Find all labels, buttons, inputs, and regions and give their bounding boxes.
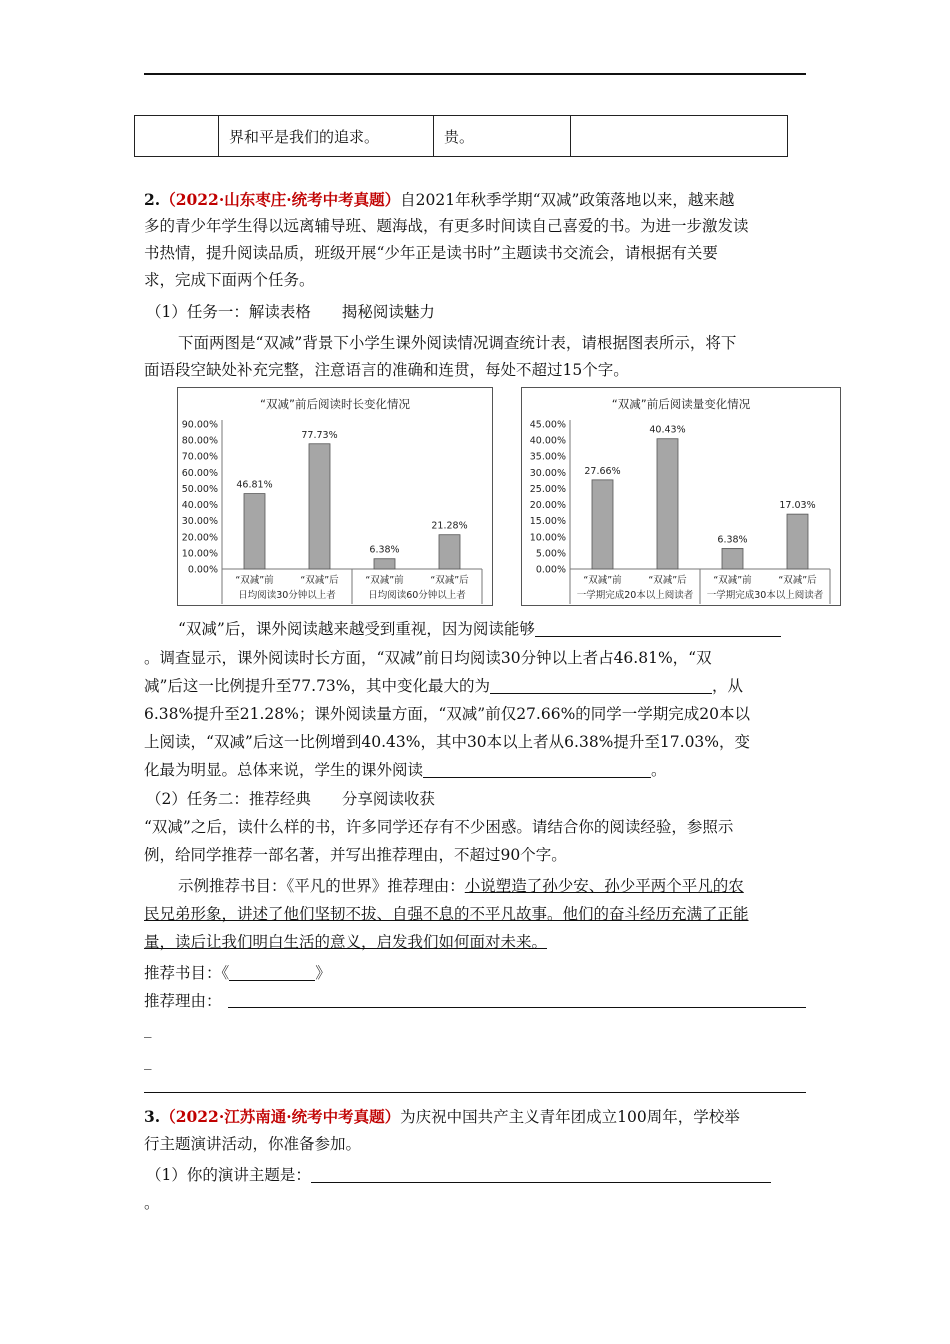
example-text: 民兄弟形象，讲述了他们坚韧不拔、自强不息的不平凡故事。他们的奋斗经历充满了正能 [144, 905, 749, 923]
task2-desc: “双减”之后，读什么样的书，许多同学还存有不少困惑。请结合你的阅读经验，参照示 [144, 818, 734, 836]
group-label: 一学期完成30本以上阅读者 [706, 590, 824, 601]
book-label: 推荐书目：《 [144, 964, 230, 982]
y-tick-label: 50.00% [181, 483, 218, 495]
y-tick-label: 5.00% [535, 548, 566, 560]
x-tick-label: “双减”前 [713, 575, 752, 586]
y-tick-label: 80.00% [181, 435, 218, 447]
y-tick-label: 45.00% [529, 419, 566, 431]
header-rule [144, 73, 806, 75]
task1-title: （1）任务一：解读表格 揭秘阅读魅力 [146, 303, 435, 321]
x-tick-label: “双减”前 [583, 575, 622, 586]
y-tick-label: 30.00% [181, 516, 218, 528]
para-line: 。调查显示，课外阅读时长方面，“双减”前日均阅读30分钟以上者占46.81%，“双 [144, 649, 712, 667]
book-title-blank[interactable] [229, 962, 315, 981]
bar [592, 480, 613, 569]
para-line [144, 673, 743, 700]
q2-intro-line: 求，完成下面两个任务。 [144, 271, 315, 289]
q3-number: 3. [144, 1107, 161, 1126]
bar [374, 559, 395, 569]
x-tick-label: “双减”后 [300, 575, 339, 586]
answer-blank-1[interactable] [535, 618, 781, 637]
y-tick-label: 40.00% [181, 500, 218, 512]
para-text: 化最为明显。总体来说，学生的课外阅读 [144, 761, 424, 779]
table-cell [571, 116, 788, 157]
bar-value-label: 27.66% [584, 465, 621, 477]
para-line: 上阅读，“双减”后这一比例增到40.43%，其中30本以上者从6.38%提升至17.03%，变 [144, 733, 751, 751]
q2-intro-line: 书热情，提升阅读品质，班级开展“少年正是读书时”主题读书交流会，请根据有关要 [144, 244, 718, 262]
y-tick-label: 20.00% [181, 532, 218, 544]
q3-intro-line: 为庆祝中国共产主义青年团成立100周年，学校举 [400, 1108, 740, 1126]
example-line [178, 873, 744, 900]
para-line [144, 757, 667, 784]
q2-intro-line: 自2021年秋季学期“双减”政策落地以来，越来越 [400, 191, 735, 209]
chart-title: “双减”前后阅读时长变化情况 [260, 397, 410, 411]
bar-value-label: 46.81% [236, 479, 273, 491]
y-tick-label: 35.00% [529, 451, 566, 463]
bar-value-label: 77.73% [301, 429, 338, 441]
answer-line[interactable] [144, 1092, 806, 1093]
chart-reading-time [177, 387, 493, 606]
table-cell: 贵。 [434, 116, 571, 157]
bar-value-label: 17.03% [779, 500, 816, 512]
y-tick-label: 10.00% [181, 548, 218, 560]
task2-desc: 例，给同学推荐一部名著，并写出推荐理由，不超过90个字。 [144, 846, 567, 864]
y-tick-label: 70.00% [181, 451, 218, 463]
bar [244, 494, 265, 569]
chart-title: “双减”前后阅读量变化情况 [611, 397, 751, 411]
y-tick-label: 25.00% [529, 483, 566, 495]
y-tick-label: 20.00% [529, 500, 566, 512]
bar-value-label: 40.43% [649, 424, 686, 436]
q2-intro-line: 多的青少年学生得以远离辅导班、题海战，有更多时间读自己喜爱的书。为进一步激发读 [144, 217, 749, 235]
answer-blank-3[interactable] [423, 759, 651, 778]
bar [657, 439, 678, 569]
x-tick-label: “双减”后 [648, 575, 687, 586]
dash-mark: _ [144, 1020, 152, 1038]
para-line [178, 616, 781, 643]
y-tick-label: 90.00% [181, 419, 218, 431]
table-cell [135, 116, 219, 157]
x-tick-label: “双减”后 [778, 575, 817, 586]
group-label: 一学期完成20本以上阅读者 [576, 590, 694, 601]
reason-blank[interactable] [228, 1007, 806, 1008]
dash-mark: _ [144, 1052, 152, 1070]
x-tick-label: “双减”前 [365, 575, 404, 586]
chart-reading-volume-svg [522, 388, 840, 605]
para-text: ，从 [712, 677, 744, 695]
answer-blank-2[interactable] [490, 675, 712, 694]
example-text: 小说塑造了孙少安、孙少平两个平凡的农 [464, 877, 744, 895]
book-line [144, 960, 331, 987]
table-row [135, 116, 788, 157]
y-tick-label: 30.00% [529, 467, 566, 479]
book-close: 》 [315, 964, 331, 982]
y-tick-label: 10.00% [529, 532, 566, 544]
chart-reading-volume [521, 387, 841, 606]
bar [309, 444, 330, 569]
chart-reading-time-svg [178, 388, 492, 605]
speech-topic-blank[interactable] [311, 1164, 771, 1183]
para-text: 。 [651, 761, 667, 779]
y-tick-label: 0.00% [187, 564, 218, 576]
q3-sub1-label: （1）你的演讲主题是： [146, 1166, 311, 1184]
example-prefix: 示例推荐书目：《平凡的世界》推荐理由： [178, 877, 465, 895]
para-line: 6.38%提升至21.28%；课外阅读量方面，“双减”前仅27.66%的同学一学期完成20本以 [144, 705, 751, 723]
q3-source: （2022·江苏南通·统考中考真题） [160, 1107, 401, 1126]
x-tick-label: “双减”前 [235, 575, 274, 586]
q3-first-line [144, 1103, 740, 1131]
group-label: 日均阅读60分钟以上者 [368, 590, 466, 601]
q3-sub1 [146, 1162, 771, 1189]
q3-intro-line: 行主题演讲活动，你准备参加。 [144, 1135, 362, 1153]
para-text: 减”后这一比例提升至77.73%，其中变化最大的为 [144, 677, 491, 695]
q3-period: 。 [144, 1194, 160, 1212]
task1-desc: 下面两图是“双减”背景下小学生课外阅读情况调查统计表，请根据图表所示，将下 [178, 334, 737, 352]
y-tick-label: 60.00% [181, 467, 218, 479]
example-text: 量，读后让我们明白生活的意义，启发我们如何面对未来。 [144, 933, 548, 951]
bar-value-label: 21.28% [431, 520, 468, 532]
y-tick-label: 15.00% [529, 516, 566, 528]
y-tick-label: 40.00% [529, 435, 566, 447]
task1-desc: 面语段空缺处补充完整，注意语言的准确和连贯，每处不超过15个字。 [144, 361, 629, 379]
bar [722, 548, 743, 569]
group-label: 日均阅读30分钟以上者 [238, 590, 336, 601]
reason-label: 推荐理由： [144, 992, 222, 1010]
table-cell: 界和平是我们的追求。 [219, 116, 434, 157]
para-text: “双减”后，课外阅读越来越受到重视，因为阅读能够 [178, 620, 535, 638]
bar-value-label: 6.38% [369, 544, 400, 556]
q2-first-line [144, 186, 734, 214]
bar-value-label: 6.38% [717, 534, 748, 546]
continued-table [134, 115, 788, 157]
x-tick-label: “双减”后 [430, 575, 469, 586]
task2-title: （2）任务二：推荐经典 分享阅读收获 [146, 790, 435, 808]
q2-source: （2022·山东枣庄·统考中考真题） [160, 190, 401, 209]
q2-number: 2. [144, 190, 161, 209]
bar [439, 535, 460, 569]
y-tick-label: 0.00% [535, 564, 566, 576]
bar [787, 514, 808, 569]
